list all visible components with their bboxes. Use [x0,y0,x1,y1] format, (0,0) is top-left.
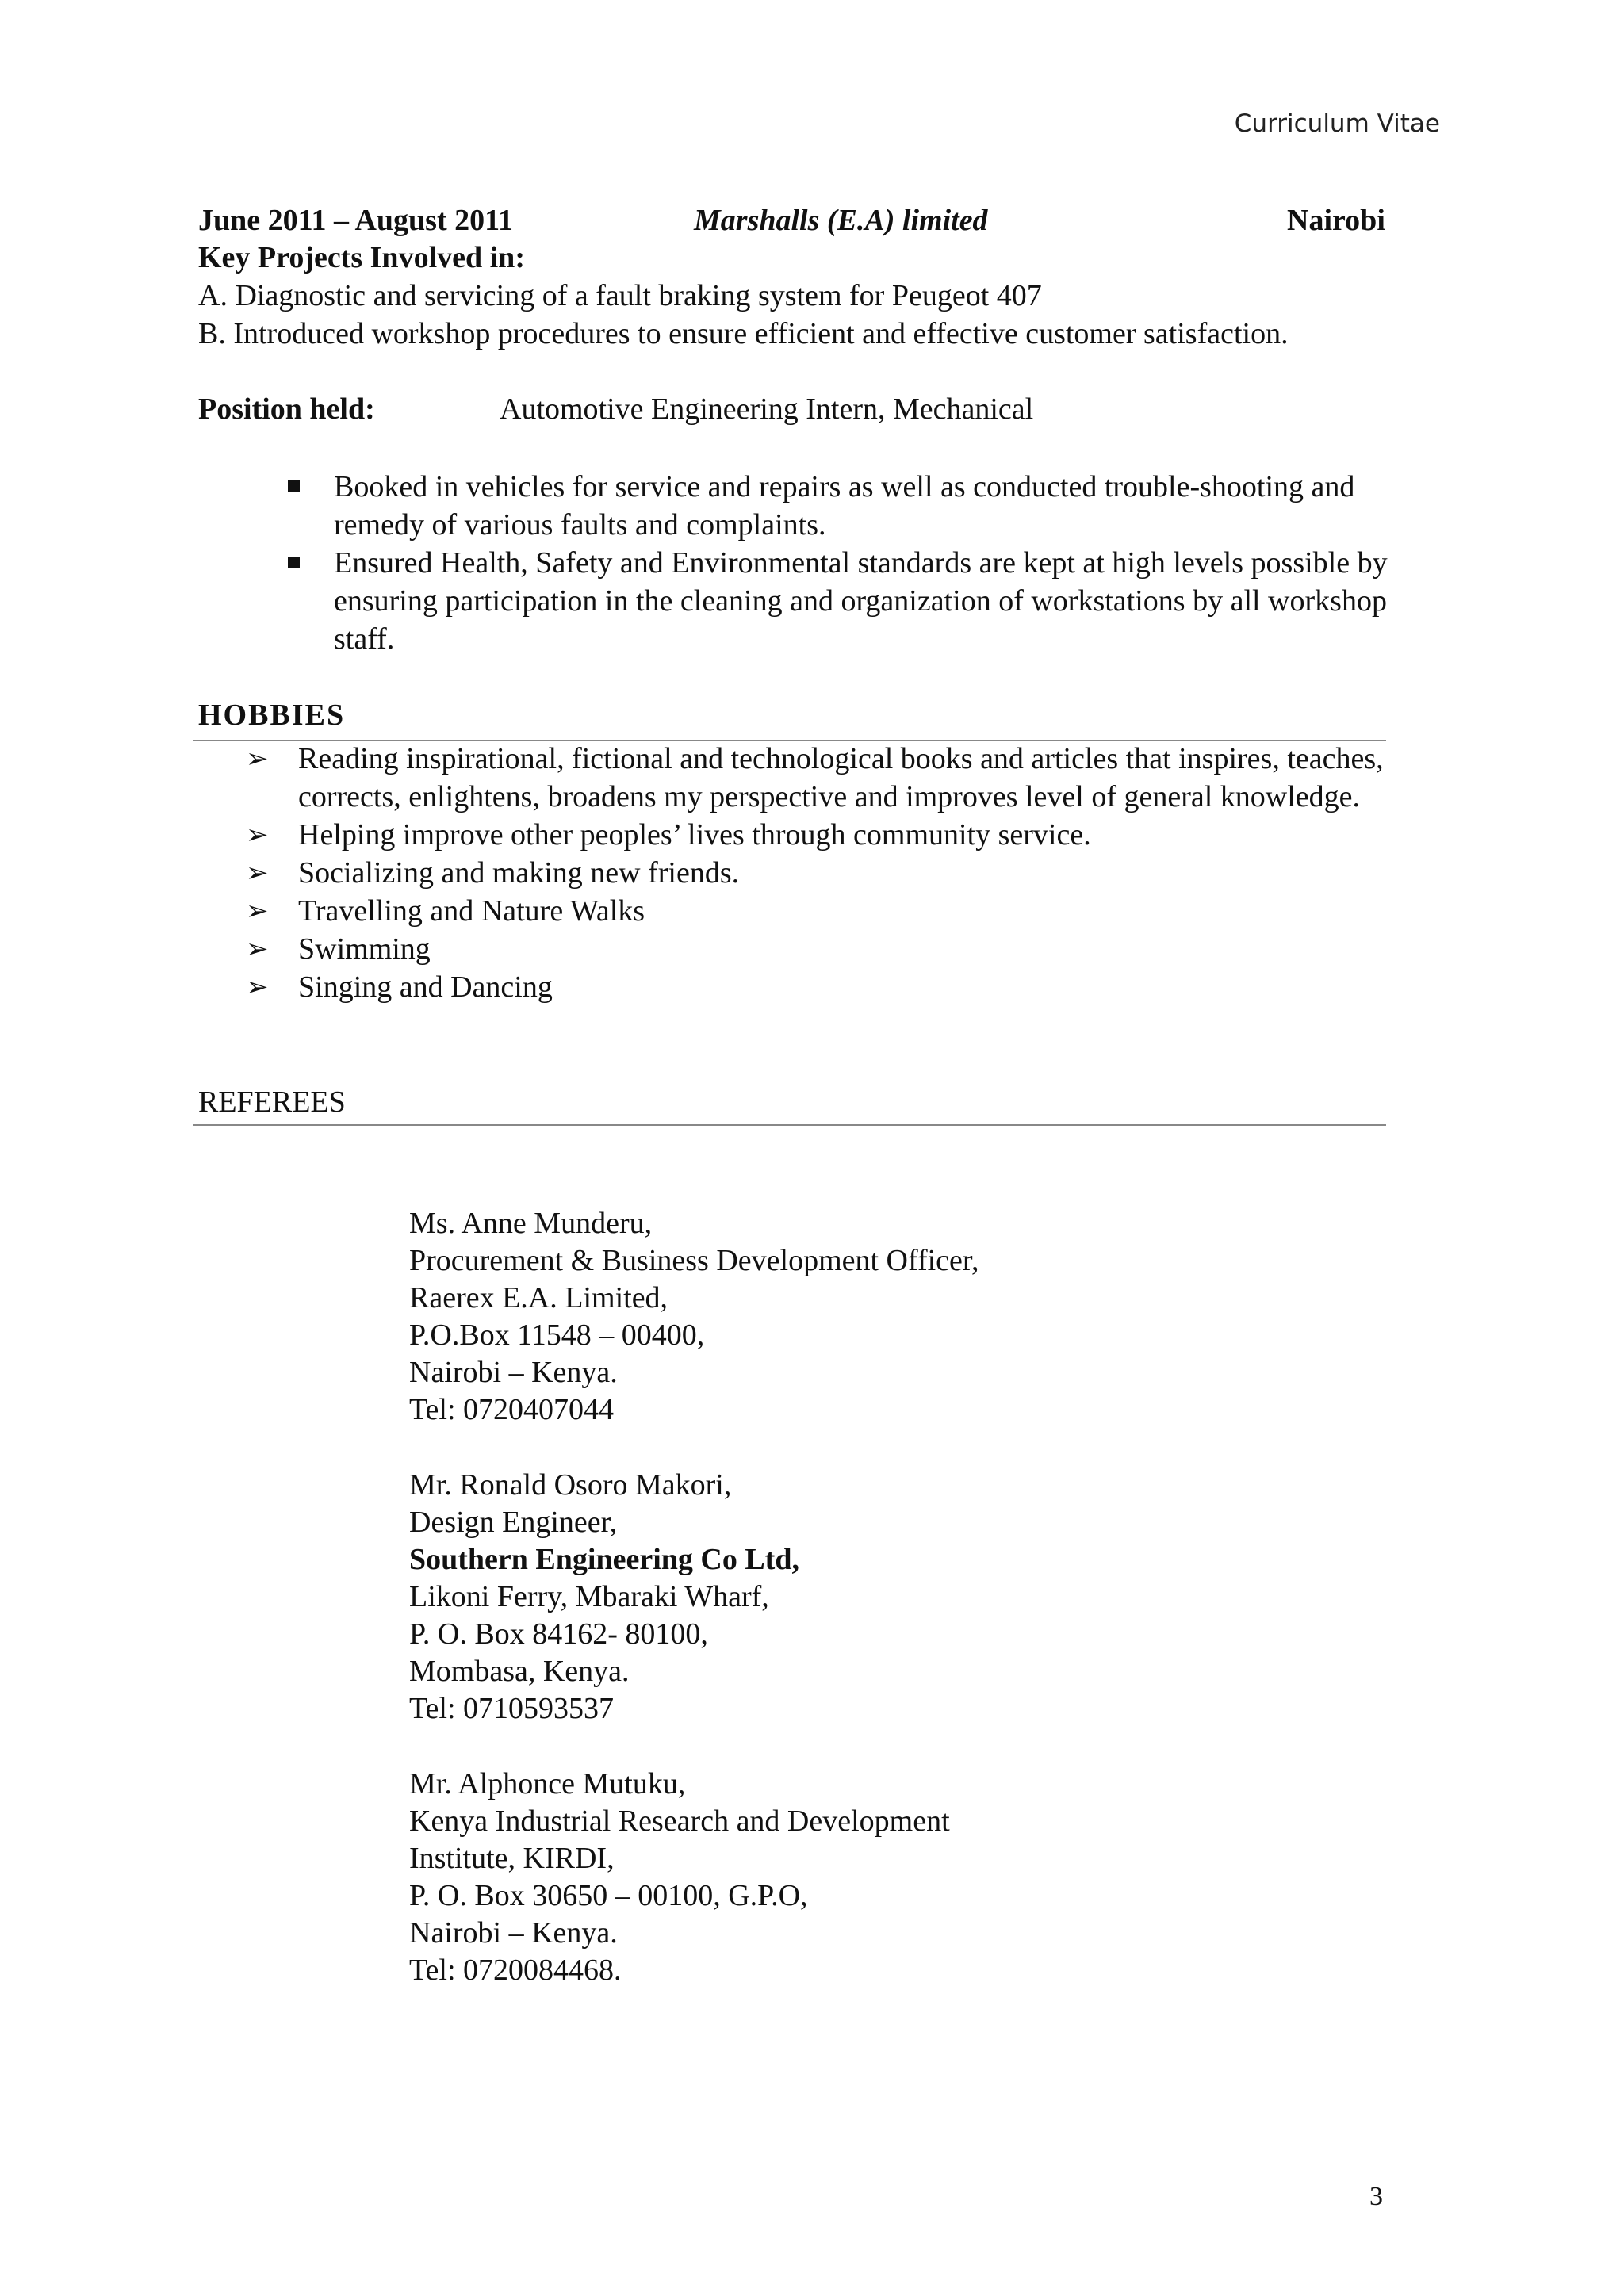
arrow-bullet-icon: ➢ [246,819,269,851]
referee-1-title: Procurement & Business Development Officer, [409,1244,979,1277]
referee-1-company: Raerex E.A. Limited, [409,1281,668,1314]
referee-2-box: P. O. Box 84162- 80100, [409,1617,708,1651]
referees-divider [193,1124,1386,1126]
position-label: Position held: [198,392,375,426]
referees-heading: REFEREES [198,1085,346,1119]
hobbies-list [246,740,1419,1006]
arrow-bullet-icon: ➢ [246,743,269,775]
job-location: Nairobi [1287,204,1385,237]
referee-2-name: Mr. Ronald Osoro Makori, [409,1468,732,1502]
hobbies-heading: HOBBIES [198,698,346,732]
arrow-bullet-icon: ➢ [246,895,269,927]
project-item: A. Diagnostic and servicing of a fault braking system for Peugeot 407 [198,279,1042,312]
referee-2-tel: Tel: 0710593537 [409,1692,615,1725]
hobby-item: ➢ Swimming [246,930,1419,968]
job-company: Marshalls (E.A) limited [694,204,988,237]
referee-3-org: Kenya Industrial Research and Development [409,1804,950,1838]
referee-1-box: P.O.Box 11548 – 00400, [409,1318,705,1352]
arrow-bullet-icon: ➢ [246,933,269,965]
hobby-item: ➢ Travelling and Nature Walks [246,892,1419,930]
job-dates: June 2011 – August 2011 [198,204,513,237]
referee-2-city: Mombasa, Kenya. [409,1655,630,1688]
square-bullet-icon [288,557,300,568]
key-projects-heading: Key Projects Involved in: [198,241,525,274]
referee-2-company: Southern Engineering Co Ltd, [409,1543,799,1576]
referee-1-city: Nairobi – Kenya. [409,1356,618,1389]
referee-3-box: P. O. Box 30650 – 00100, G.P.O, [409,1879,808,1912]
duty-text: Ensured Health, Safety and Environmental standards are kept at high levels possible by ensuring participation in the cleaning and organization of workstations by all workshop staff. [334,546,1388,656]
referee-3-name: Mr. Alphonce Mutuku, [409,1767,686,1800]
square-bullet-icon [288,480,300,492]
referee-3-org-cont: Institute, KIRDI, [409,1842,615,1875]
referee-3-tel: Tel: 0720084468. [409,1954,622,1987]
hobby-item: ➢ Helping improve other peoples’ lives through community service. [246,816,1419,854]
duty-text: Booked in vehicles for service and repairs as well as conducted trouble-shooting and remedy of various faults and complaints. [334,470,1355,541]
arrow-bullet-icon: ➢ [246,857,269,889]
project-item: B. Introduced workshop procedures to ensure efficient and effective customer satisfaction. [198,317,1289,350]
page-number: 3 [1369,2182,1383,2211]
referee-3-city: Nairobi – Kenya. [409,1916,618,1950]
hobby-item: ➢ Singing and Dancing [246,968,1419,1006]
duty-item [282,544,1431,658]
referee-2-address: Likoni Ferry, Mbaraki Wharf, [409,1580,769,1613]
hobby-item: ➢ Socializing and making new friends. [246,854,1419,892]
referee-1-tel: Tel: 0720407044 [409,1393,615,1426]
duty-item [282,468,1431,544]
page-header-title: Curriculum Vitae [1234,109,1440,138]
referee-2-title: Design Engineer, [409,1506,618,1539]
hobby-item: ➢ Reading inspirational, fictional and technological books and articles that inspires, teaches, corrects, enlightens, broadens my perspective and improves level of general knowledge. [246,740,1419,816]
arrow-bullet-icon: ➢ [246,971,269,1003]
duties-list [282,468,1431,658]
referee-1-name: Ms. Anne Munderu, [409,1207,653,1240]
position-value: Automotive Engineering Intern, Mechanical [500,392,1034,426]
